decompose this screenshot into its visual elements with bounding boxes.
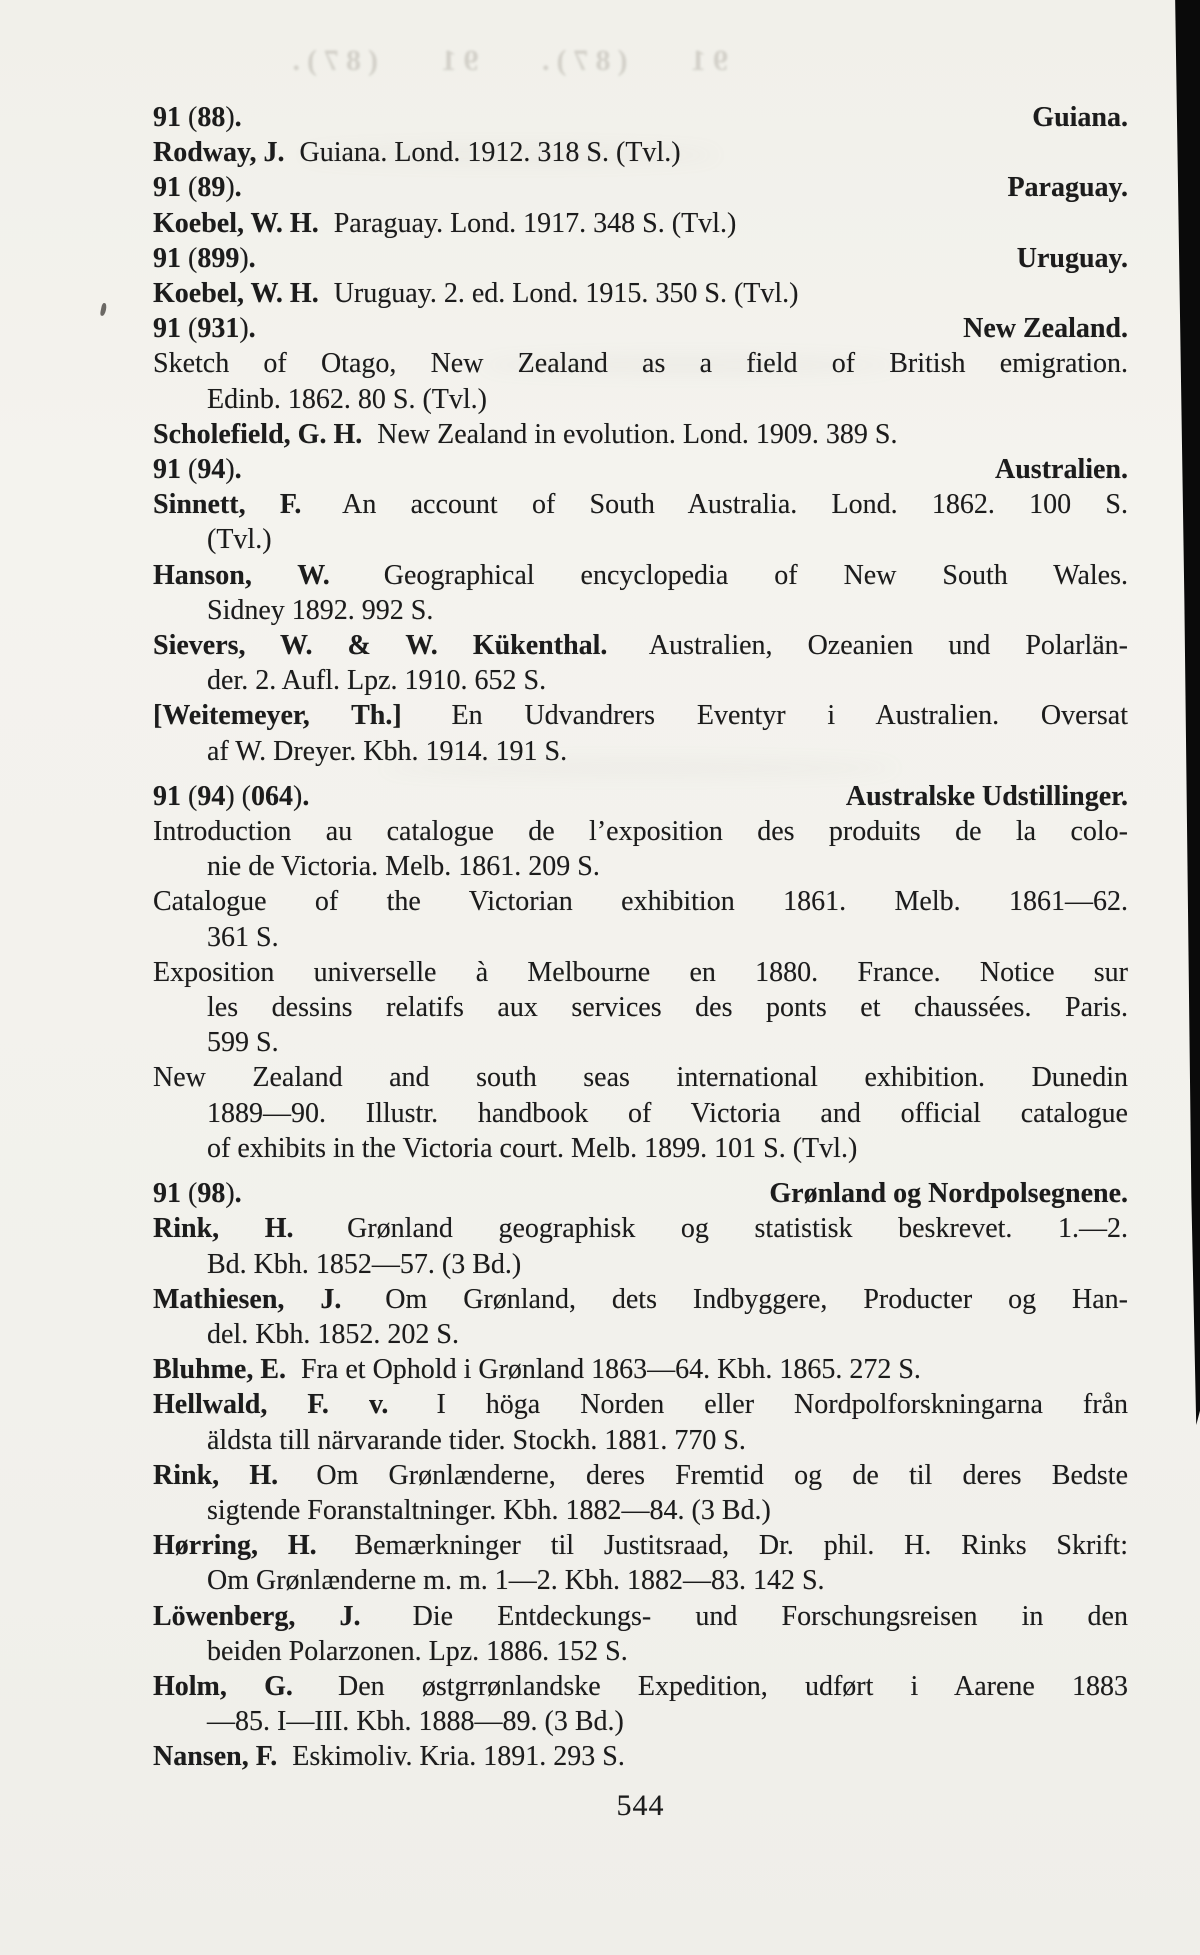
- entry: [153, 1352, 1128, 1387]
- entry: [153, 1060, 1128, 1166]
- entry: [153, 487, 1128, 557]
- section-heading: Grønland og Nordpolsegnene.: [769, 1178, 1128, 1210]
- entry: [153, 1211, 1128, 1281]
- section-header-line: [153, 100, 1128, 135]
- entry-line: nie de Victoria. Melb. 1861. 209 S.: [207, 851, 600, 883]
- section-header-line: [153, 241, 1128, 276]
- entry-line: Rink, H. Grønland geographisk og statistisk beskrevet. 1.—2.: [153, 1213, 1128, 1245]
- entry: [153, 417, 1128, 452]
- entry-author: Scholefield, G. H.: [153, 418, 363, 450]
- entry-author: Koebel, W. H.: [153, 207, 319, 239]
- section-heading: Paraguay.: [1007, 172, 1128, 204]
- entry-author: Holm, G.: [153, 1670, 293, 1702]
- entry: [153, 276, 1128, 311]
- entry-line: beiden Polarzonen. Lpz. 1886. 152 S.: [207, 1635, 628, 1667]
- entry-line: of exhibits in the Victoria court. Melb. 1899. 101 S. (Tvl.): [207, 1132, 858, 1164]
- entry-line: äldsta till närvarande tider. Stockh. 1881. 770 S.: [207, 1424, 746, 1456]
- entry: [153, 1282, 1128, 1352]
- section: [153, 1176, 1128, 1774]
- entry: [153, 1669, 1128, 1739]
- entry-line: Sinnett, F. An account of South Australia. Lond. 1862. 100 S.: [153, 489, 1129, 521]
- entry-author: Mathiesen, J.: [153, 1283, 342, 1315]
- ink-speck: [100, 303, 108, 317]
- entry-line: Rodway, J. Guiana. Lond. 1912. 318 S. (Tvl.): [153, 137, 681, 169]
- entry-line: der. 2. Aufl. Lpz. 1910. 652 S.: [207, 665, 547, 697]
- entry-line: Holm, G. Den østgrrønlandske Expedition, udført i Aarene 1883: [153, 1670, 1128, 1702]
- entry-line: Bd. Kbh. 1852—57. (3 Bd.): [207, 1248, 522, 1280]
- section-code: 91 (899).: [153, 242, 256, 274]
- entry-line: Koebel, W. H. Uruguay. 2. ed. Lond. 1915. 350 S. (Tvl.): [153, 278, 799, 310]
- section-header-line: [153, 311, 1128, 346]
- section-code: 91 (88).: [153, 102, 242, 133]
- section-heading: New Zealand.: [963, 313, 1128, 345]
- section: [153, 452, 1128, 769]
- entry-line: les dessins relatifs aux services des ponts et chaussées. Paris.: [207, 992, 1128, 1024]
- section-header-line: [153, 170, 1128, 205]
- section: [153, 241, 1128, 311]
- entry-line: Hanson, W. Geographical encyclopedia of New South Wales.: [153, 559, 1128, 591]
- section-heading: Uruguay.: [1016, 242, 1128, 274]
- section-header-line: [153, 1176, 1128, 1211]
- entry-author: [Weitemeyer, Th.]: [153, 700, 402, 732]
- entry-line: (Tvl.): [207, 524, 272, 556]
- entry-line: Bluhme, E. Fra et Ophold i Grønland 1863—64. Kbh. 1865. 272 S.: [153, 1354, 921, 1386]
- section-code: 91 (94).: [153, 454, 242, 486]
- section-code: 91 (931).: [153, 313, 256, 345]
- entry-author: Hørring, H.: [153, 1530, 317, 1562]
- bibliography-content: [153, 100, 1128, 1775]
- entry-line: New Zealand and south seas international exhibition. Dunedin: [153, 1062, 1128, 1094]
- entry-line: —85. I—III. Kbh. 1888—89. (3 Bd.): [207, 1706, 624, 1738]
- entry: [153, 1739, 1128, 1774]
- entry-author: Nansen, F.: [153, 1741, 278, 1773]
- entry-line: Edinb. 1862. 80 S. (Tvl.): [207, 383, 487, 415]
- entry-author: Koebel, W. H.: [153, 278, 319, 310]
- section-code: 91 (98).: [153, 1178, 242, 1210]
- entry-line: Mathiesen, J. Om Grønland, dets Indbyggere, Producter og Han-: [153, 1283, 1128, 1315]
- entry: [153, 346, 1128, 416]
- section: [153, 311, 1128, 452]
- entry-author: Rink, H.: [153, 1213, 294, 1245]
- entry-line: sigtende Foranstaltninger. Kbh. 1882—84. (3 Bd.): [207, 1494, 771, 1526]
- section: [153, 170, 1128, 240]
- entry-author: Rink, H.: [153, 1459, 279, 1491]
- entry-author: Sinnett, F.: [153, 489, 302, 521]
- section-heading: Guiana.: [1032, 102, 1128, 133]
- entry: [153, 884, 1128, 954]
- entry-author: Löwenberg, J.: [153, 1600, 361, 1632]
- entry-line: Löwenberg, J. Die Entdeckungs- und Forschungsreisen in den: [153, 1600, 1128, 1632]
- page-number: 544: [616, 1789, 665, 1822]
- entry-author: Rodway, J.: [153, 137, 285, 169]
- entry-line: Rink, H. Om Grønlænderne, deres Fremtid og de til deres Bedste: [153, 1459, 1128, 1491]
- entry-line: Nansen, F. Eskimoliv. Kria. 1891. 293 S.: [153, 1741, 625, 1773]
- entry-line: Sievers, W. & W. Kükenthal. Australien, Ozeanien und Polarlän-: [153, 630, 1128, 662]
- entry-line: Catalogue of the Victorian exhibition 1861. Melb. 1861—62.: [153, 886, 1128, 918]
- entry-line: Exposition universelle à Melbourne en 1880. France. Notice sur: [153, 956, 1128, 988]
- section-code: 91 (94) (064).: [153, 780, 310, 812]
- entry: [153, 558, 1128, 628]
- section-header-line: [153, 452, 1128, 487]
- section-header-line: [153, 779, 1128, 814]
- entry: [153, 1458, 1128, 1528]
- entry-line: Introduction au catalogue de l’exposition des produits de la colo-: [153, 816, 1128, 848]
- entry-line: 599 S.: [207, 1027, 279, 1059]
- entry: [153, 1599, 1128, 1669]
- entry-line: Hellwald, F. v. I höga Norden eller Nordpolforskningarna från: [153, 1389, 1128, 1421]
- entry: [153, 814, 1128, 884]
- section: [153, 779, 1128, 1166]
- entry-line: Koebel, W. H. Paraguay. Lond. 1917. 348 S. (Tvl.): [153, 207, 737, 239]
- entry-author: Bluhme, E.: [153, 1354, 287, 1386]
- section-code: 91 (89).: [153, 172, 242, 204]
- entry: [153, 698, 1128, 768]
- entry-author: Sievers, W. & W. Kükenthal.: [153, 630, 608, 662]
- entry: [153, 135, 1128, 170]
- entry-line: [Weitemeyer, Th.] En Udvandrers Eventyr i Australien. Oversat: [153, 700, 1129, 732]
- entry: [153, 955, 1128, 1061]
- section: [153, 100, 1128, 170]
- scan-edge-black-band: [1173, 0, 1200, 1425]
- entry-line: del. Kbh. 1852. 202 S.: [207, 1318, 459, 1350]
- entry-line: Sidney 1892. 992 S.: [207, 594, 434, 626]
- entry-line: 1889—90. Illustr. handbook of Victoria and official catalogue: [207, 1097, 1128, 1129]
- entry: [153, 628, 1128, 698]
- entry-author: Hellwald, F. v.: [153, 1389, 389, 1421]
- entry-line: Sketch of Otago, New Zealand as a field of British emigration.: [153, 348, 1128, 380]
- section-heading: Australske Udstillinger.: [845, 780, 1128, 812]
- entry: [153, 206, 1128, 241]
- entry-line: af W. Dreyer. Kbh. 1914. 191 S.: [207, 735, 568, 767]
- entry-author: Hanson, W.: [153, 559, 330, 591]
- section-heading: Australien.: [995, 454, 1128, 486]
- entry: [153, 1387, 1128, 1457]
- entry-line: 361 S.: [207, 921, 279, 953]
- entry-line: Scholefield, G. H. New Zealand in evolution. Lond. 1909. 389 S.: [153, 418, 898, 450]
- entry: [153, 1528, 1128, 1598]
- entry-line: Om Grønlænderne m. m. 1—2. Kbh. 1882—83. 142 S.: [207, 1565, 825, 1597]
- ghost-bleed-through-text: 91 (87). 91 (87).: [285, 44, 728, 77]
- entry-line: Hørring, H. Bemærkninger til Justitsraad, Dr. phil. H. Rinks Skrift:: [153, 1530, 1128, 1562]
